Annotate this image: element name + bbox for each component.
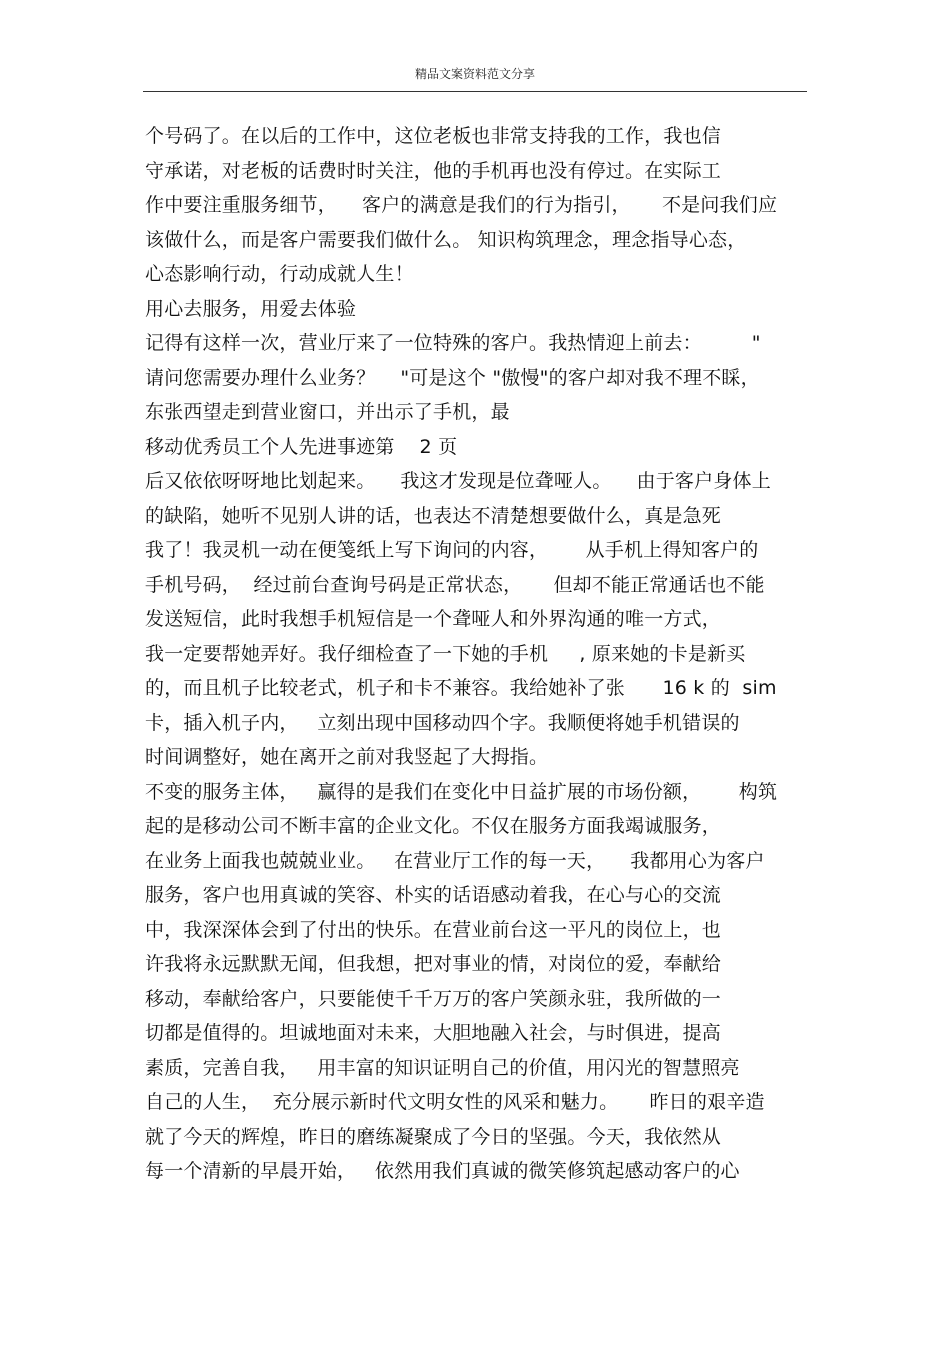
text-line: 我了！我灵机一动在便笺纸上写下询问的内容， 从手机上得知客户的 bbox=[145, 539, 759, 561]
text-line: 自己的人生， 充分展示新时代文明女性的风采和魅力。 昨日的艰辛造 bbox=[145, 1091, 765, 1113]
text-line: 切都是值得的。坦诚地面对未来，大胆地融入社会，与时俱进，提高 bbox=[145, 1022, 722, 1044]
text-line: 就了今天的辉煌，昨日的磨练凝聚成了今日的坚强。今天，我依然从 bbox=[145, 1125, 722, 1148]
section-heading: 用心去服务，用爱去体验 bbox=[145, 297, 357, 320]
text-line: 记得有这样一次，营业厅来了一位特殊的客户。我热情迎上前去： " bbox=[145, 332, 761, 354]
text-line: 东张西望走到营业窗口，并出示了手机，最 bbox=[145, 401, 510, 423]
text-line: 每一个清新的早晨开始， 依然用我们真诚的微笑修筑起感动客户的心 bbox=[145, 1160, 740, 1182]
text-line: 卡，插入机子内， 立刻出现中国移动四个字。我顺便将她手机错误的 bbox=[145, 711, 740, 734]
text-line: 在业务上面我也兢兢业业。 在营业厅工作的每一天， 我都用心为客户 bbox=[145, 849, 765, 872]
text-line: 守承诺，对老板的话费时时关注，他的手机再也没有停过。在实际工 bbox=[145, 159, 722, 182]
text-line: 手机号码， 经过前台查询号码是正常状态， 但却不能正常通话也不能 bbox=[145, 573, 765, 596]
text-line: 素质，完善自我， 用丰富的知识证明自己的价值，用闪光的智慧照亮 bbox=[145, 1056, 740, 1079]
text-line: 服务，客户也用真诚的笑容、朴实的话语感动着我，在心与心的交流 bbox=[145, 884, 722, 906]
page-marker: 移动优秀员工个人先进事迹第 2 页 bbox=[145, 435, 458, 458]
text-line: 心态影响行动，行动成就人生！ bbox=[145, 263, 414, 285]
text-line: 中，我深深体会到了付出的快乐。在营业前台这一平凡的岗位上，也 bbox=[145, 918, 722, 941]
text-line: 时间调整好，她在离开之前对我竖起了大拇指。 bbox=[145, 746, 549, 768]
text-line: 起的是移动公司不断丰富的企业文化。不仅在服务方面我竭诚服务， bbox=[145, 815, 722, 837]
text-line: 的缺陷，她听不见别人讲的话，也表达不清楚想要做什么，真是急死 bbox=[145, 504, 722, 527]
text-line: 移动，奉献给客户，只要能使千千万万的客户笑颜永驻，我所做的一 bbox=[145, 987, 722, 1010]
header-divider bbox=[143, 91, 807, 92]
text-line: 许我将永远默默无闻，但我想，把对事业的情，对岗位的爱，奉献给 bbox=[145, 953, 722, 975]
document-body bbox=[145, 119, 825, 1189]
page-header-title: 精品文案资料范文分享 bbox=[414, 67, 535, 81]
text-line: 后又依依呀呀地比划起来。 我这才发现是位聋哑人。 由于客户身体上 bbox=[145, 470, 771, 492]
text-line: 请问您需要办理什么业务？ "可是这个 "傲慢"的客户却对我不理不睬， bbox=[145, 366, 760, 389]
text-line: 我一定要帮她弄好。我仔细检查了一下她的手机 , 原来她的卡是新买 bbox=[145, 642, 746, 665]
text-line: 作中要注重服务细节， 客户的满意是我们的行为指引， 不是问我们应 bbox=[145, 194, 778, 216]
text-line: 个号码了。在以后的工作中，这位老板也非常支持我的工作，我也信 bbox=[145, 125, 722, 147]
text-line: 的，而且机子比较老式，机子和卡不兼容。我给她补了张 16 k 的 sim bbox=[145, 677, 777, 699]
text-line: 不变的服务主体， 赢得的是我们在变化中日益扩展的市场份额， 构筑 bbox=[145, 780, 778, 803]
text-line: 发送短信，此时我想手机短信是一个聋哑人和外界沟通的唯一方式， bbox=[145, 608, 722, 630]
text-line: 该做什么，而是客户需要我们做什么。 知识构筑理念，理念指导心态， bbox=[145, 228, 747, 251]
